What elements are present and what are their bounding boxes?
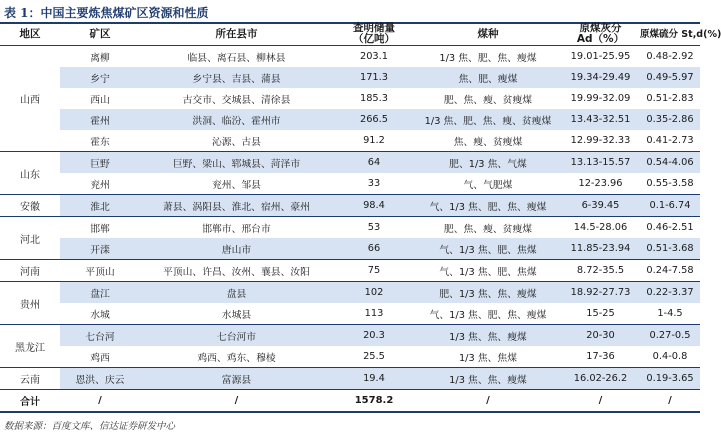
coal-cell: 气、1/3 焦、肥、焦煤 (415, 238, 561, 260)
ash-cell: 19.34-29.49 (561, 67, 640, 88)
county-cell: 乡宁县、吉县、蒲县 (140, 67, 333, 88)
ash-cell: 19.01-25.95 (570, 51, 631, 62)
coal-cell: 气、气肥煤 (463, 179, 513, 191)
table-row (0, 195, 700, 217)
coal-cell: 气、1/3 焦、肥、焦、瘦煤 (415, 195, 561, 217)
region-cell: 云南 (0, 368, 60, 390)
sulfur-cell: 1-4.5 (657, 308, 683, 319)
table-row (0, 109, 700, 130)
coal-cell: 肥、焦、瘦、贫瘦煤 (443, 94, 533, 106)
header-mine: 矿区 (60, 23, 140, 46)
county-cell: 邯郸市、邢台市 (140, 217, 333, 239)
total-mine-cell: / (60, 390, 140, 413)
coal-cell: 焦、瘦、贫瘦煤 (453, 136, 523, 148)
total-reserve-cell: 1578.2 (333, 390, 415, 413)
table-row (0, 368, 700, 390)
ash-cell: 8.72-35.5 (561, 260, 640, 282)
header-ash: 原煤灰分 Ad（%） (561, 23, 640, 46)
sulfur-cell: 0.4-0.8 (652, 351, 688, 362)
sulfur-cell: 0.54-4.06 (640, 152, 700, 174)
table-row (0, 130, 700, 152)
ash-cell: 13.43-32.51 (561, 109, 640, 130)
county-cell: 水城县 (221, 309, 252, 321)
reserve-cell: 91.2 (363, 135, 385, 146)
table-row (0, 303, 700, 325)
region-cell: 山东 (0, 152, 60, 195)
sulfur-cell: 0.24-7.58 (640, 260, 700, 282)
table-row (0, 217, 700, 239)
reserve-cell: 98.4 (333, 195, 415, 217)
table-row (0, 238, 700, 260)
total-label-cell: 合计 (0, 390, 60, 413)
table-row (0, 346, 700, 368)
county-cell: 洪洞、临汾、霍州市 (140, 109, 333, 130)
coal-cell: 1/3 焦、焦煤 (458, 352, 518, 364)
mine-cell: 开滦 (60, 238, 140, 260)
coal-cell: 气、1/3 焦、肥、焦煤 (415, 260, 561, 282)
ash-cell: 16.02-26.2 (561, 368, 640, 390)
coal-mine-table (0, 22, 721, 413)
ash-cell: 18.92-27.73 (561, 282, 640, 304)
sulfur-cell: 0.49-5.97 (640, 67, 700, 88)
county-cell: 平顶山、许昌、汝州、襄县、汝阳 (140, 260, 333, 282)
region-cell: 贵州 (0, 282, 60, 325)
table-row (0, 260, 700, 282)
region-cell: 河南 (0, 260, 60, 282)
sulfur-cell: 0.51-3.68 (640, 238, 700, 260)
county-cell: 七台河市 (140, 325, 333, 347)
reserve-cell: 33 (367, 178, 381, 189)
coal-cell: 肥、1/3 焦、焦、瘦煤 (415, 282, 561, 304)
ash-cell: 11.85-23.94 (561, 238, 640, 260)
total-row (0, 390, 700, 413)
total-sulfur-cell: / (640, 390, 700, 413)
table-row (0, 152, 700, 174)
county-cell: 沁源、古县 (212, 136, 261, 148)
reserve-cell: 113 (364, 308, 384, 319)
header-reserve: 查明储量 （亿吨） (333, 23, 415, 46)
reserve-cell: 203.1 (359, 51, 389, 62)
total-county-cell: / (140, 390, 333, 413)
mine-cell: 西山 (90, 94, 110, 106)
county-cell: 巨野、梁山、郓城县、菏泽市 (140, 152, 333, 174)
mine-cell: 霍东 (90, 136, 110, 148)
table-row (0, 67, 700, 88)
reserve-cell: 66 (333, 238, 415, 260)
sulfur-cell: 0.35-2.86 (640, 109, 700, 130)
county-cell: 萧县、涡阳县、淮北、宿州、豪州 (140, 195, 333, 217)
ash-cell: 20-30 (561, 325, 640, 347)
ash-cell: 12.99-32.33 (570, 135, 631, 146)
mine-cell: 兖州 (90, 179, 110, 191)
table-body (0, 46, 700, 413)
reserve-cell: 25.5 (363, 351, 385, 362)
mine-cell: 淮北 (60, 195, 140, 217)
mine-cell: 水城 (90, 309, 110, 321)
ash-cell: 14.5-28.06 (561, 217, 640, 239)
reserve-cell: 64 (333, 152, 415, 174)
coal-cell: 1/3 焦、焦、瘦煤 (415, 325, 561, 347)
reserve-cell: 185.3 (359, 93, 389, 104)
sulfur-cell: 0.27-0.5 (640, 325, 700, 347)
region-cell: 黑龙江 (0, 325, 60, 368)
table-title: 表 1：中国主要炼焦煤矿区资源和性质 (4, 6, 209, 20)
county-cell: 唐山市 (140, 238, 333, 260)
header-county: 所在县市 (140, 23, 333, 46)
mine-cell: 巨野 (60, 152, 140, 174)
county-cell: 临县、离石县、柳林县 (187, 52, 286, 64)
mine-cell: 盘江 (60, 282, 140, 304)
sulfur-cell: 0.46-2.51 (640, 217, 700, 239)
ash-cell: 6-39.45 (561, 195, 640, 217)
reserve-cell: 75 (333, 260, 415, 282)
reserve-cell: 53 (333, 217, 415, 239)
coal-cell: 1/3 焦、焦、瘦煤 (415, 368, 561, 390)
region-cell: 河北 (0, 217, 60, 260)
table-row (0, 173, 700, 195)
mine-cell: 鸡西 (90, 352, 110, 364)
mine-cell: 七台河 (60, 325, 140, 347)
table-row (0, 88, 700, 109)
ash-cell: 13.13-15.57 (561, 152, 640, 174)
sulfur-cell: 0.19-3.65 (640, 368, 700, 390)
sulfur-cell: 0.55-3.58 (646, 178, 694, 189)
source-note: 数据来源：百度文库、信达证券研发中心 (4, 421, 176, 432)
header-coal-type: 煤种 (415, 23, 561, 46)
sulfur-cell: 0.22-3.37 (640, 282, 700, 304)
coal-cell: 气、1/3 焦、肥、焦、瘦煤 (429, 309, 547, 321)
region-cell: 安徽 (0, 195, 60, 217)
header-row (0, 23, 700, 46)
total-coal-cell: / (415, 390, 561, 413)
sulfur-cell: 0.1-6.74 (640, 195, 700, 217)
table-row (0, 282, 700, 304)
region-cell: 山西 (0, 46, 60, 152)
sulfur-cell: 0.48-2.92 (646, 51, 694, 62)
mine-cell: 恩洪、庆云 (60, 368, 140, 390)
county-cell: 富源县 (140, 368, 333, 390)
sulfur-cell: 0.41-2.73 (646, 135, 694, 146)
total-ash-cell: / (561, 390, 640, 413)
mine-cell: 乡宁 (60, 67, 140, 88)
reserve-cell: 266.5 (333, 109, 415, 130)
mine-cell: 霍州 (60, 109, 140, 130)
county-cell: 盘县 (140, 282, 333, 304)
coal-cell: 1/3 焦、肥、焦、瘦煤 (439, 52, 537, 64)
ash-cell: 12-23.96 (578, 178, 623, 189)
ash-cell: 19.99-32.09 (570, 93, 631, 104)
coal-cell: 1/3 焦、肥、焦、瘦、贫瘦煤 (415, 109, 561, 130)
sulfur-cell: 0.51-2.83 (646, 93, 694, 104)
coal-cell: 肥、焦、瘦、贫瘦煤 (415, 217, 561, 239)
ash-cell: 15-25 (586, 308, 615, 319)
county-cell: 兖州、邹县 (212, 179, 261, 191)
mine-cell: 离柳 (90, 52, 110, 64)
county-cell: 鸡西、鸡东、穆棱 (197, 352, 276, 364)
coal-cell: 焦、肥、瘦煤 (415, 67, 561, 88)
table-row (0, 325, 700, 347)
ash-cell: 17-36 (586, 351, 615, 362)
reserve-cell: 19.4 (333, 368, 415, 390)
county-cell: 古交市、交城县、清徐县 (182, 94, 291, 106)
header-region: 地区 (0, 23, 60, 46)
mine-cell: 邯郸 (60, 217, 140, 239)
mine-cell: 平顶山 (60, 260, 140, 282)
header-sulfur: 原煤硫分 St,d(%) (640, 23, 700, 46)
reserve-cell: 20.3 (333, 325, 415, 347)
reserve-cell: 102 (333, 282, 415, 304)
reserve-cell: 171.3 (333, 67, 415, 88)
table-row (0, 46, 700, 68)
coal-cell: 肥、1/3 焦、气煤 (415, 152, 561, 174)
